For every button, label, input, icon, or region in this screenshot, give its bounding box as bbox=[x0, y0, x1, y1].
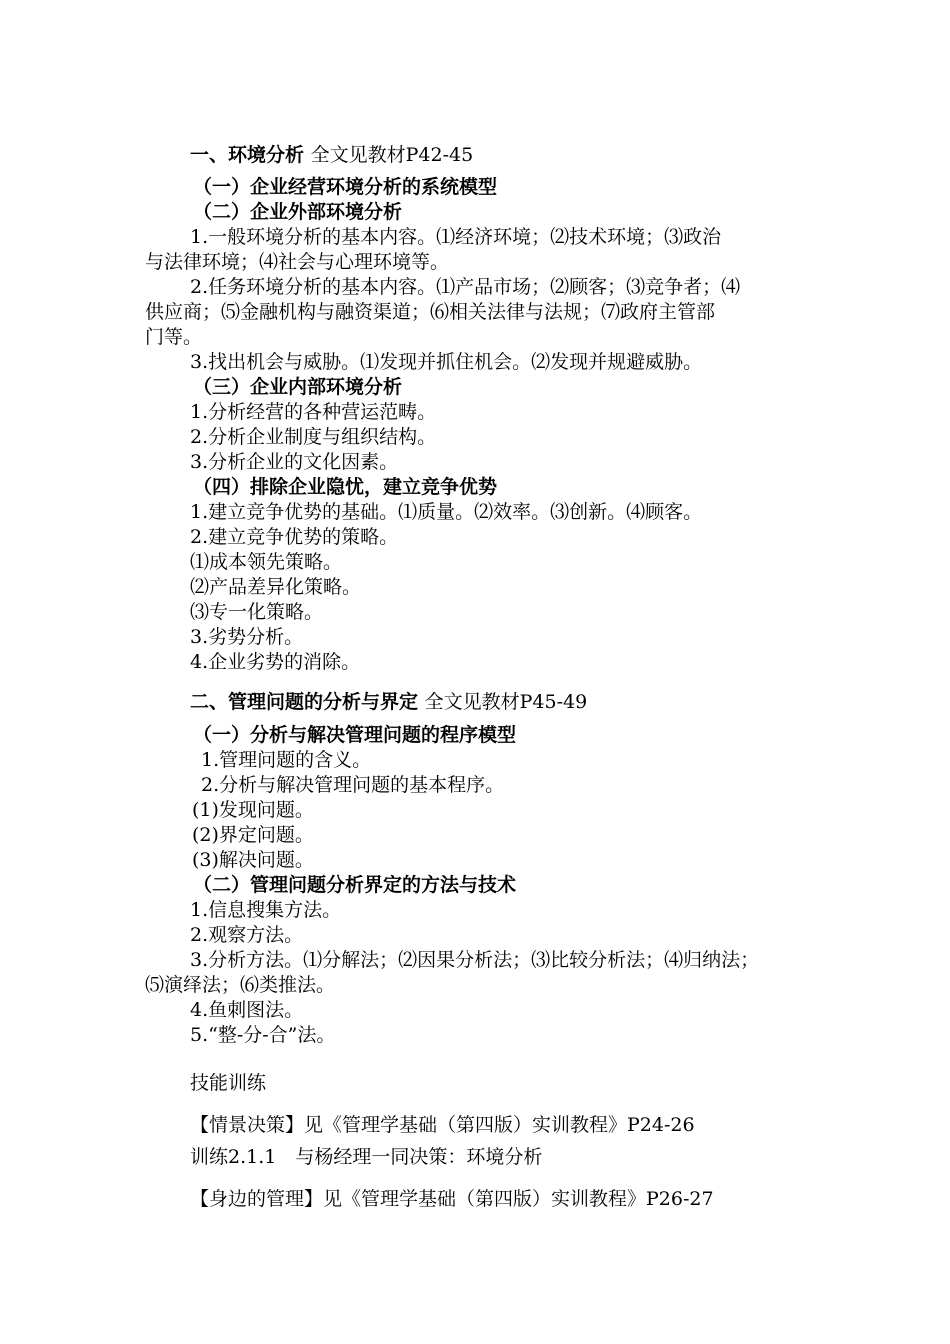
paragraph-line: 3.分析企业的文化因素。 bbox=[190, 451, 399, 473]
paragraph-line: 3.分析方法。⑴分解法；⑵因果分析法；⑶比较分析法；⑷归纳法； bbox=[190, 949, 760, 971]
paragraph-line: 与法律环境；⑷社会与心理环境等。 bbox=[145, 251, 450, 273]
skills-item-daily-management: 【身边的管理】见《管理学基础（第四版）实训教程》P26-27 bbox=[190, 1188, 714, 1210]
skills-title: 技能训练 bbox=[190, 1072, 267, 1094]
section2-subheading-1: （一）分析与解决管理问题的程序模型 bbox=[193, 724, 517, 746]
paragraph-line: (1)发现问题。 bbox=[192, 799, 314, 821]
paragraph-line: ⑵产品差异化策略。 bbox=[190, 576, 362, 598]
section1-title: 一、环境分析 bbox=[190, 144, 305, 166]
section1-subheading-2: （二）企业外部环境分析 bbox=[193, 201, 403, 223]
skills-item-scenario: 【情景决策】见《管理学基础（第四版）实训教程》P24-26 bbox=[190, 1114, 695, 1136]
paragraph-line: 1.信息搜集方法。 bbox=[190, 899, 342, 921]
paragraph-line: 2.建立竞争优势的策略。 bbox=[190, 526, 399, 548]
paragraph-line: (3)解决问题。 bbox=[192, 849, 314, 871]
paragraph-line: 门等。 bbox=[145, 326, 203, 348]
paragraph-line: 1.分析经营的各种营运范畴。 bbox=[190, 401, 437, 423]
paragraph-line: ⑶专一化策略。 bbox=[190, 601, 324, 623]
section1-ref: 全文见教材P42-45 bbox=[310, 144, 474, 166]
paragraph-line: 2.任务环境分析的基本内容。⑴产品市场；⑵顾客；⑶竞争者；⑷ bbox=[190, 276, 741, 298]
section2-subheading-2: （二）管理问题分析界定的方法与技术 bbox=[193, 874, 517, 896]
paragraph-line: 1.一般环境分析的基本内容。⑴经济环境；⑵技术环境；⑶政治 bbox=[190, 226, 722, 248]
section2-title: 二、管理问题的分析与界定 bbox=[190, 691, 419, 713]
section2-ref: 全文见教材P45-49 bbox=[424, 691, 588, 713]
section1-subheading-3: （三）企业内部环境分析 bbox=[193, 376, 403, 398]
paragraph-line: 5.“整-分-合”法。 bbox=[190, 1024, 336, 1046]
paragraph-line: 1.建立竞争优势的基础。⑴质量。⑵效率。⑶创新。⑷顾客。 bbox=[190, 501, 703, 523]
paragraph-line: 4.鱼刺图法。 bbox=[190, 999, 304, 1021]
paragraph-line: 2.分析企业制度与组织结构。 bbox=[190, 426, 437, 448]
paragraph-line: 2.分析与解决管理问题的基本程序。 bbox=[201, 774, 505, 796]
section2-heading bbox=[190, 690, 587, 714]
paragraph-line: 3.劣势分析。 bbox=[190, 626, 304, 648]
paragraph-line: 3.找出机会与威胁。⑴发现并抓住机会。⑵发现并规避威胁。 bbox=[190, 351, 703, 373]
skills-item-training: 训练2.1.1 与杨经理一同决策：环境分析 bbox=[190, 1146, 543, 1168]
paragraph-line: 1.管理问题的含义。 bbox=[201, 749, 372, 771]
section1-heading bbox=[190, 143, 473, 167]
section1-subheading-4: （四）排除企业隐忧，建立竞争优势 bbox=[193, 476, 498, 498]
paragraph-line: (2)界定问题。 bbox=[192, 824, 314, 846]
paragraph-line: ⑴成本领先策略。 bbox=[190, 551, 343, 573]
paragraph-line: 供应商；⑸金融机构与融资渠道；⑹相关法律与法规；⑺政府主管部 bbox=[145, 301, 716, 323]
paragraph-line: ⑸演绎法；⑹类推法。 bbox=[145, 974, 336, 996]
paragraph-line: 4.企业劣势的消除。 bbox=[190, 651, 361, 673]
paragraph-line: 2.观察方法。 bbox=[190, 924, 304, 946]
section1-subheading-1: （一）企业经营环境分析的系统模型 bbox=[193, 176, 498, 198]
